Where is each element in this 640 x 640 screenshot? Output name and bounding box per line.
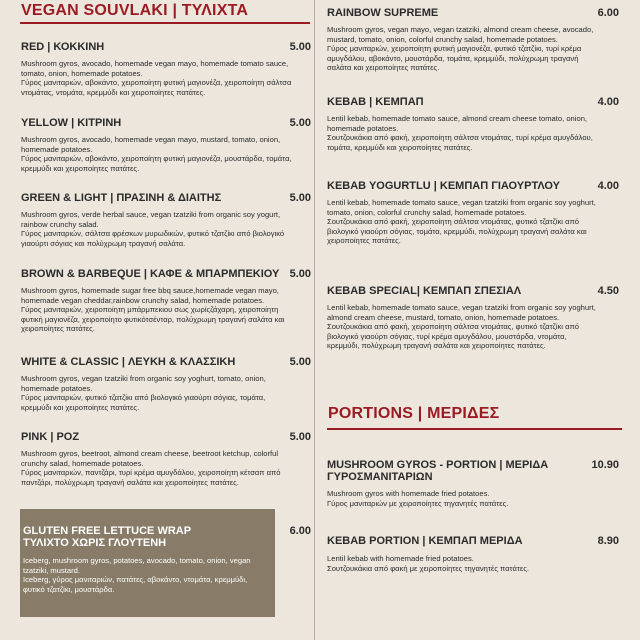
item-price: 4.00 (597, 180, 619, 192)
item-description-en: Mushroom gyros, vegan mayo, vegan tzatziki, almond cream cheese, avocado, mustard, tomato, onion, colorful crunchy salad, homemade potatoes. (327, 25, 594, 44)
menu-item-white-classic (21, 356, 311, 412)
item-price: 6.00 (289, 525, 311, 537)
section-title-vegan-souvlaki: VEGAN SOUVLAKI | ΤΥΛΙΧΤΑ (21, 2, 249, 19)
item-name (327, 459, 548, 483)
item-price: 10.90 (591, 459, 619, 471)
item-description-gr: Σουτζουκάκια από φακή με χειροποίητες τηγανητές πατάτες. (327, 563, 529, 573)
item-description-en: Lentil kebab, homemade tomato sauce, vegan tzatziki from organic soy yoghurt, tomato, onion, colorful crunchy salad, homemade potatoes. (327, 198, 596, 217)
item-name (23, 525, 191, 549)
item-name: RAINBOW SUPREME (327, 7, 439, 19)
menu-item-mushroom-gyros-portion (327, 459, 619, 508)
item-description-en: Mushroom gyros, avocado, homemade vegan mayo, homemade tomato sauce, tomato, onion, homemade potatoes. (21, 59, 289, 78)
item-name: KEBAB PORTION | ΚΕΜΠΑΠ ΜΕΡΙΔΑ (327, 535, 523, 547)
menu-item-red (21, 41, 311, 97)
item-name: YELLOW | ΚΙΤΡΙΝΗ (21, 117, 122, 129)
item-name: KEBAB | ΚΕΜΠΑΠ (327, 96, 424, 108)
menu-item-kebab-yogurtlu (327, 180, 619, 246)
item-description-en: Mushroom gyros, vegan tzatziki from organic soy yoghurt, tomato, onion, homemade potatoes. (21, 374, 266, 393)
item-name: KEBAB YOGURTLU | ΚΕΜΠΑΠ ΓΙΑΟΥΡΤΛΟΥ (327, 180, 560, 192)
item-price: 4.00 (597, 96, 619, 108)
item-description-en: Iceberg, mushroom gyros, potatoes, avocado, tomato, onion, vegan tzatziki, mustard. (23, 556, 251, 575)
menu-item-rainbow-supreme (327, 7, 619, 73)
section-title-portions: PORTIONS | ΜΕΡΙΔΕΣ (328, 405, 500, 422)
menu-item-kebab (327, 96, 619, 152)
item-description-en: Lentil kebab, homemade tomato sauce, vegan tzatziki from organic soy yoghurt, almond cream cheese, mustard, tomato, onion, homemade potatoes. (327, 303, 596, 322)
item-description-gr: Γύρος μανιταριών, χειροποίητη φυτική μαγιονέζα, φυτικό τζατζίκι, τυρί κρέμα αμυγδάλου, αβοκάντο, μουστάρδα, τομάτα, κρεμμύδι, πολύχρωμη τραγανή σαλάτα και χειροποίητες πατάτες. (327, 44, 582, 73)
item-price: 5.00 (289, 117, 311, 129)
menu-item-yellow (21, 117, 311, 173)
item-description-gr: Σουτζουκάκια από φακή, χειροποίητη σάλτσα ντομάτας, τυρί κρέμα αμυγδάλου, τομάτα, κρεμμύδι και χειροποίητες πατάτες. (327, 133, 593, 152)
item-price: 4.50 (597, 285, 619, 297)
item-description-gr: Γύρος μανιταριών, παντζάρι, τυρί κρέμα αμυγδάλου, χειροποίητη κέτσαπ από παντζάρι, πολύχρωμη τραγανή σαλάτα και χειροποίητες πατάτες. (21, 468, 281, 487)
item-description-gr: Γύρος μανιταριών, χειροποίητη μπάρμπεκιου σως χωρίςζάχαρη, χειροποίητη φυτική μαγιονέζα, χειροποίητο φυτικότσένταρ, πολύχρωμη τραγανή σαλάτα και χειροποίητες πατάτες. (21, 305, 285, 334)
item-description-gr: Γύρος μανιταριών, φυτικό τζατζίκι από βιολογικό γιαούρτι σόγιας, τομάτα, κρεμμύδι και χειροποίητες πατάτες. (21, 393, 266, 412)
item-name-line2: ΓΥΡΟΣΜΑΝΙΤΑΡΙΩΝ (327, 471, 433, 483)
item-description-gr: Iceberg, γύρος μανιταριών, πατάτες, αβοκάντο, ντομάτα, κρεμμύδι, φυτικό τζατζίκι, μουστάρδα. (23, 575, 248, 594)
item-name: PINK | ΡΟΖ (21, 431, 80, 443)
item-name: RED | ΚΟΚΚΙΝΗ (21, 41, 105, 53)
item-price: 5.00 (289, 356, 311, 368)
item-price: 5.00 (289, 268, 311, 280)
item-name: KEBAB SPECIAL| ΚΕΜΠΑΠ ΣΠΕΣΙΑΛ (327, 285, 522, 297)
column-divider (314, 0, 315, 640)
item-price: 5.00 (289, 431, 311, 443)
item-name: GREEN & LIGHT | ΠΡΑΣΙΝΗ & ΔΙΑΙΤΗΣ (21, 192, 222, 204)
menu-item-pink (21, 431, 311, 487)
menu-item-kebab-special (327, 285, 619, 351)
item-name: BROWN & BARBEQUE | ΚΑΦΕ & ΜΠΑΡΜΠΕΚΙΟΥ (21, 268, 280, 280)
item-description-gr: Σουτζουκάκια από φακή, χειροποίητη σάλτσα ντομάτας, φυτικό τζατζίκι από βιολογικό γιαούρτι σόγιας, τομάτα, κρεμμύδι, πολύχρωμη τραγανή σαλάτα και χειροποίητες πατάτες. (327, 217, 587, 246)
item-description-gr: Σουτζουκάκια από φακή, χειροποίητη σάλτσα ντομάτας, φυτικό τζατζίκι από βιολογικό γιαούρτι σόγιας, τυρί κρέμα αμυγδάλου, μουστάρδα, ντομάτα, κρεμμύδι, πολύχρωμη τραγανή σαλάτα και χειροποίητες πατάτες. (327, 322, 579, 351)
item-description-en: Mushroom gyros, beetroot, almond cream cheese, beetroot ketchup, colorful crunchy salad, homemade potatoes. (21, 449, 279, 468)
item-price: 5.00 (289, 192, 311, 204)
menu-item-green-light (21, 192, 311, 248)
item-description-en: Mushroom gyros with homemade fried potatoes. (327, 489, 490, 498)
item-price: 8.90 (597, 535, 619, 547)
item-description-en: Mushroom gyros, avocado, homemade vegan mayo, mustard, tomato, onion, homemade potatoes. (21, 135, 281, 154)
item-name-en: GLUTEN FREE LETTUCE WRAP (23, 525, 192, 537)
item-description-en: Lentil kebab, homemade tomato sauce, almond cream cheese tomato, onion, homemade potatoes. (327, 114, 588, 133)
menu-item-gluten-free-wrap (21, 525, 311, 594)
item-description-gr: Γύρος μανιταριών, αβοκάντο, χειροποίητη φυτική μαγιονέζα, μουστάρδα, τομάτα, κρεμμύδι και χειροποίητες πατάτες. (21, 154, 292, 173)
item-price: 6.00 (597, 7, 619, 19)
section-rule (327, 428, 622, 430)
item-description-gr: Γύρος μανιταριών, αβοκάντο, χειροποίητη φυτική μαγιονέζα, χειροποίητη σάλτσα ντομάτας, ντομάτα, κρεμμύδι και χειροποίητες πατάτες. (21, 78, 292, 97)
section-rule (20, 22, 310, 24)
item-description-gr: Γύρος μανιταριών με χειροποίητες τηγανητές πατάτες. (327, 498, 509, 508)
item-description-en: Mushroom gyros, homemade sugar free bbq sauce,homemade vegan mayo, homemade vegan cheddar,rainbow crunchy salad, homemade potatoes. (21, 286, 279, 305)
menu-item-brown-barbeque (21, 268, 311, 334)
item-description-en: Lentil kebab with homemade fried potatoes. (327, 554, 474, 563)
item-name-line1: MUSHROOM GYROS - PORTION | ΜΕΡΙΔΑ (327, 459, 549, 471)
item-description-gr: Γύρος μανιταριών, σάλτσα φρέσκων μυρωδικών, φυτικό τζατζίκι από βιολογικό γιαούρτι σόγιας και πολύχρωμη τραγανή σαλάτα. (21, 229, 285, 248)
item-name: WHITE & CLASSIC | ΛΕΥΚΗ & ΚΛΑΣΣΙΚΗ (21, 356, 236, 368)
item-description-en: Mushroom gyros, verde herbal sauce, vegan tzatziki from organic soy yogurt, rainbow crunchy salad. (21, 210, 281, 229)
item-price: 5.00 (289, 41, 311, 53)
menu-item-kebab-portion (327, 535, 619, 573)
item-name-gr: ΤΥΛΙΧΤΟ ΧΩΡΙΣ ΓΛΟΥΤΕΝΗ (23, 537, 167, 549)
